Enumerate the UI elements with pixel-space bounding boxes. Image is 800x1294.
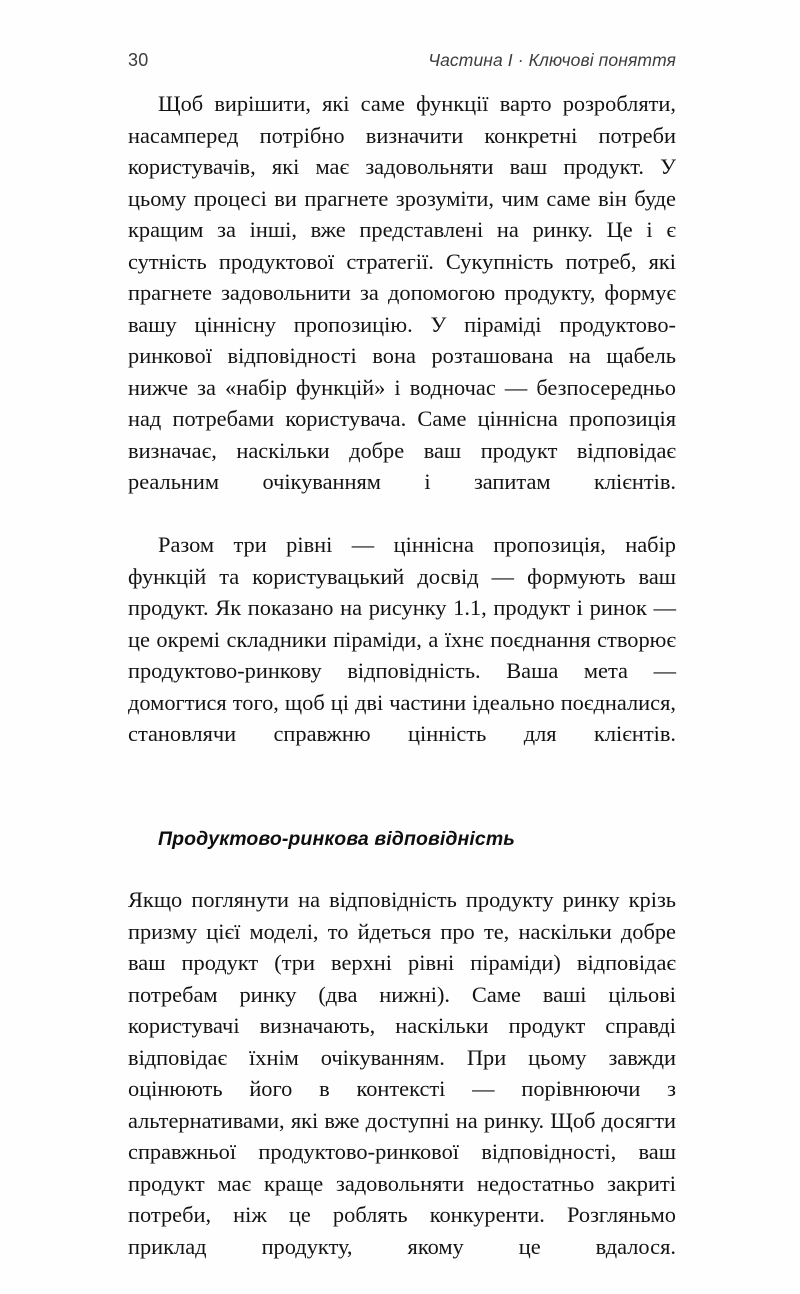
paragraph-2: Разом три рівні — ціннісна пропозиція, набір функцій та користувацький досвід — формують ваш продукт. Як показано на рисунку 1.1, продукт і ринок — це окремі складники піраміди, а їхнє поєднання створює продуктово-ринкову відповідність. Ваша мета — домогтися того, щоб ці дві частини ідеально поєдналися, становлячи справжню цінність для клієнтів.	[128, 532, 676, 746]
heading-space-below	[128, 852, 676, 884]
page-number: 30	[128, 50, 149, 70]
paragraph-1: Щоб вирішити, які саме функції варто розробляти, насамперед потрібно визначити конкретні потреби користувачів, які має задовольняти ваш продукт. У цьому процесі ви прагнете зрозуміти, чим саме він буде кращим за інші, вже представлені на ринку. Це і є сутність продуктової стратегії. Сукупність потреб, які прагнете задовольнити за допомогою продукту, формує вашу ціннісну пропозицію. У піраміді продуктово-ринкової відповідності вона розташована на щабель нижче за «набір функцій» і водночас — безпосередньо над потребами користувача. Саме ціннісна пропозиція визначає, наскільки добре ваш продукт відповідає реальним очікуванням і запитам клієнтів.	[128, 91, 676, 494]
paragraph-3: Якщо поглянути на відповідність продукту ринку крізь призму цієї моделі, то йдеться про те, наскільки добре ваш продукт (три верхні рівні піраміди) відповідає потребам ринку (два нижні). Саме ваші цільові користувачі визначають, наскільки продукт справді відповідає їхнім очікуванням. При цьому завжди оцінюють його в контексті — порівнюючи з альтернативами, які вже доступні на ринку. Щоб досягти справжньої продуктово-ринкової відповідності, ваш продукт має краще задовольняти недостатньо закриті потреби, ніж це роблять конкуренти. Розгляньмо приклад продукту, якому це вдалося.	[128, 887, 676, 1259]
text-block	[128, 88, 676, 1294]
heading-space-above	[128, 781, 676, 826]
section-heading: Продуктово-ринкова відповідність	[158, 828, 515, 850]
running-title: Частина I · Ключові поняття	[428, 50, 676, 70]
running-head	[128, 50, 676, 76]
